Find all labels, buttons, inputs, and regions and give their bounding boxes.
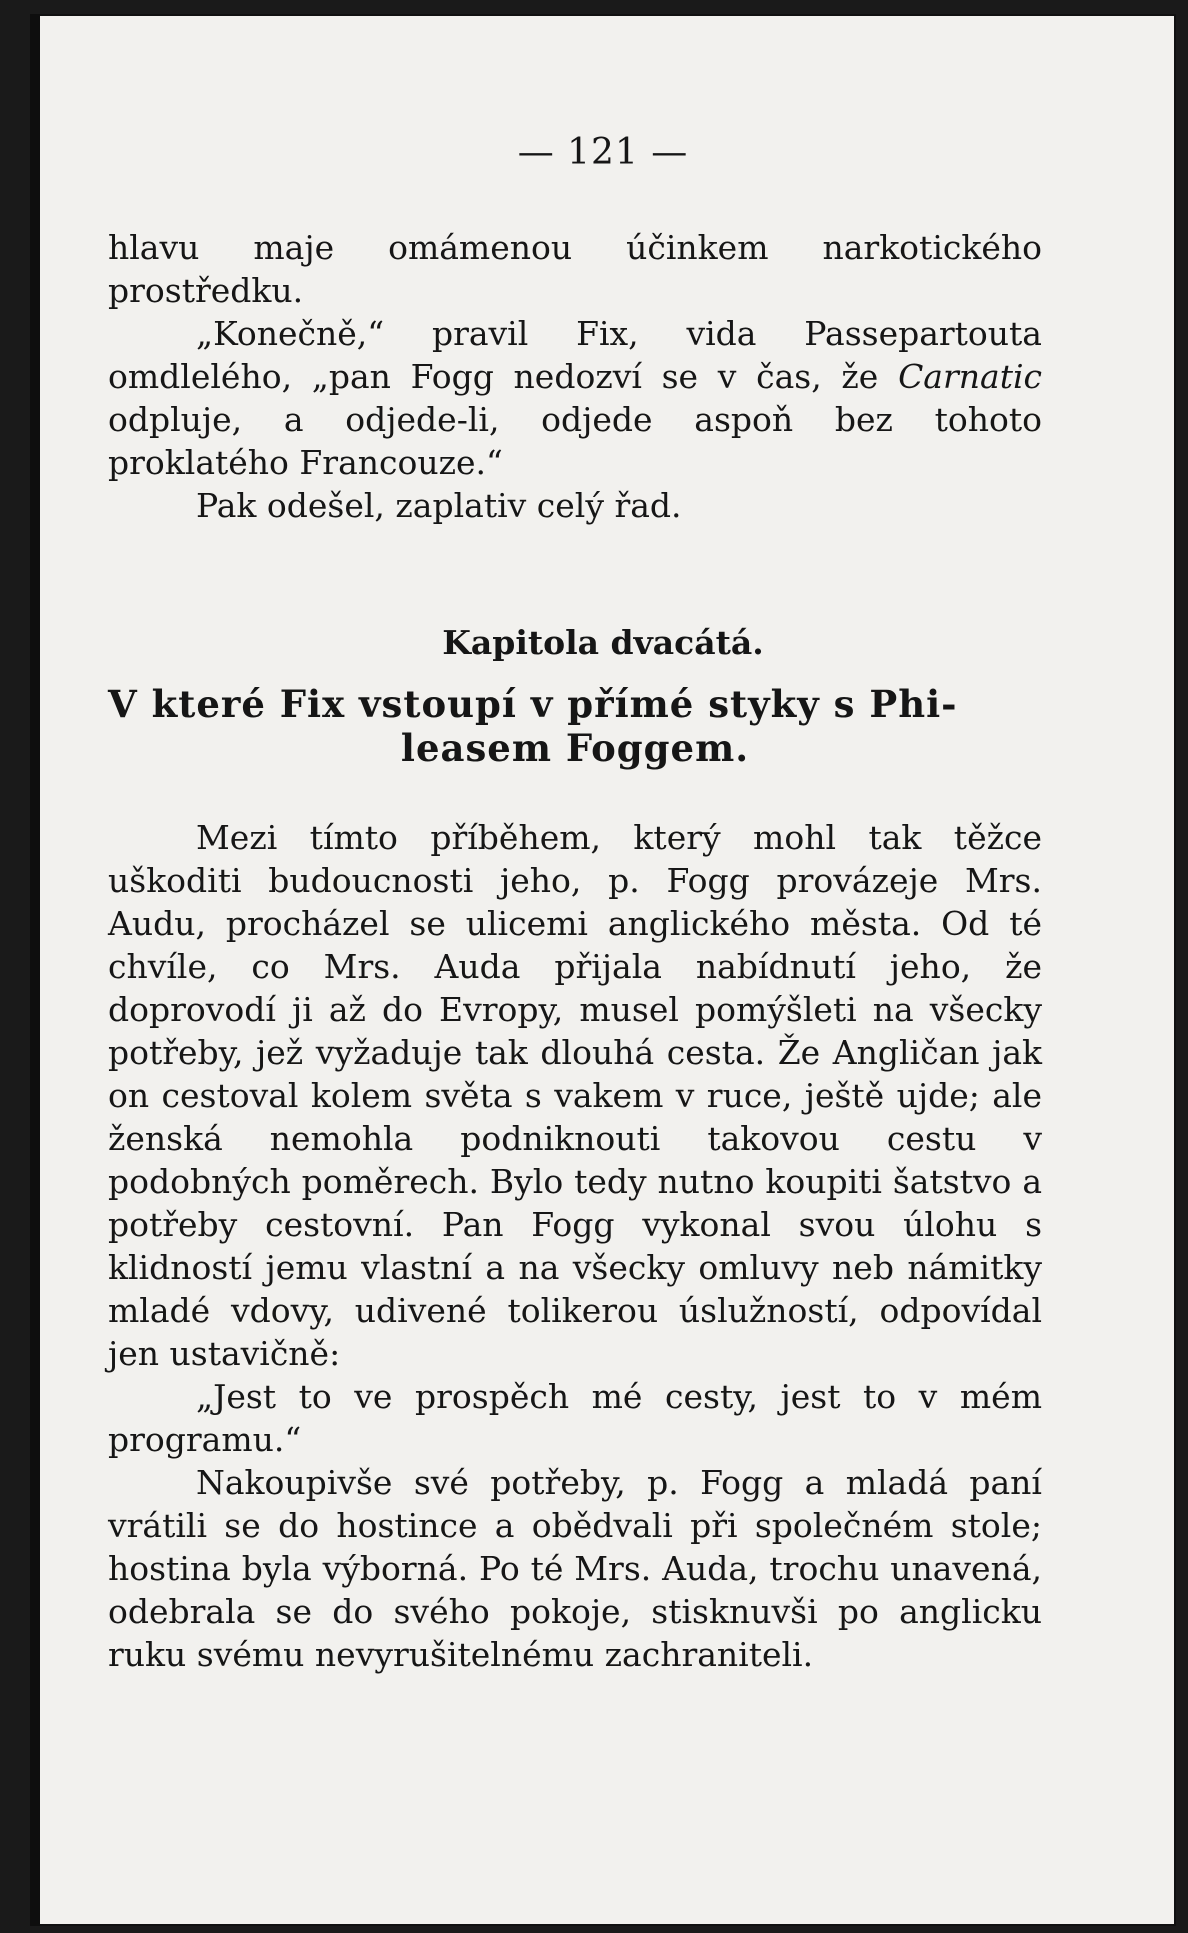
book-page — [30, 14, 1176, 1926]
text-block-top — [108, 226, 1042, 527]
fix-speech-part2: odpluje, a odjede-li, odjede aspoň bez tohoto proklatého Francouze.“ — [108, 400, 1042, 482]
chapter-title-line1: V které Fix vstoupí v přímé styky s Phi- — [108, 682, 958, 726]
text-block-chapter — [108, 816, 1042, 1676]
paragraph-fogg-shopping: Mezi tímto příběhem, který mohl tak těžce uškoditi budoucnosti jeho, p. Fogg provázeje Mrs. Audu, procházel se ulicemi anglického města. Od té chvíle, co Mrs. Auda přijala nabídnutí jeho, že doprovodí ji až do Evropy, musel pomýšleti na všecky potřeby, jež vyžaduje tak dlouhá cesta. Že Angličan jak on cestoval kolem světa s vakem v ruce, ještě ujde; ale ženská nemohla podniknouti takovou cestu v podobných poměrech. Bylo tedy nutno koupiti šatstvo a potřeby cestovní. Pan Fogg vykonal svou úlohu s klidností jemu vlastní a na všecky omluvy neb námitky mladé vdovy, udivené tolikerou úslužností, odpovídal jen ustavičně: — [108, 818, 1042, 1373]
page-number: — 121 — — [517, 132, 689, 173]
fix-speech-part1: „Konečně,“ pravil Fix, vida Passepartouta omdlelého, „pan Fogg nedozví se v čas, že — [108, 314, 1042, 396]
paragraph-continuation: hlavu maje omámenou účinkem narkotického prostředku. — [108, 228, 1042, 310]
binding-edge — [30, 14, 40, 1926]
paragraph-fogg-quote: „Jest to ve prospěch mé cesty, jest to v mém programu.“ — [108, 1377, 1042, 1459]
ship-name-carnatic: Carnatic — [898, 357, 1042, 396]
paragraph-return-hotel: Nakoupivše své potřeby, p. Fogg a mladá paní vrátili se do hostince a obědvali při společném stole; hostina byla výborná. Po té Mrs. Auda, trochu unavená, odebrala se do svého pokoje, stisknuvši po anglicku ruku svému nevyrušitelnému zachraniteli. — [108, 1463, 1042, 1674]
paragraph-fix-speech — [108, 312, 1042, 484]
paragraph-fix-leaves: Pak odešel, zaplativ celý řad. — [196, 486, 682, 525]
chapter-title — [108, 682, 1042, 770]
chapter-title-line2: leasem Foggem. — [400, 726, 750, 770]
chapter-number: Kapitola dvacátá. — [442, 623, 764, 662]
